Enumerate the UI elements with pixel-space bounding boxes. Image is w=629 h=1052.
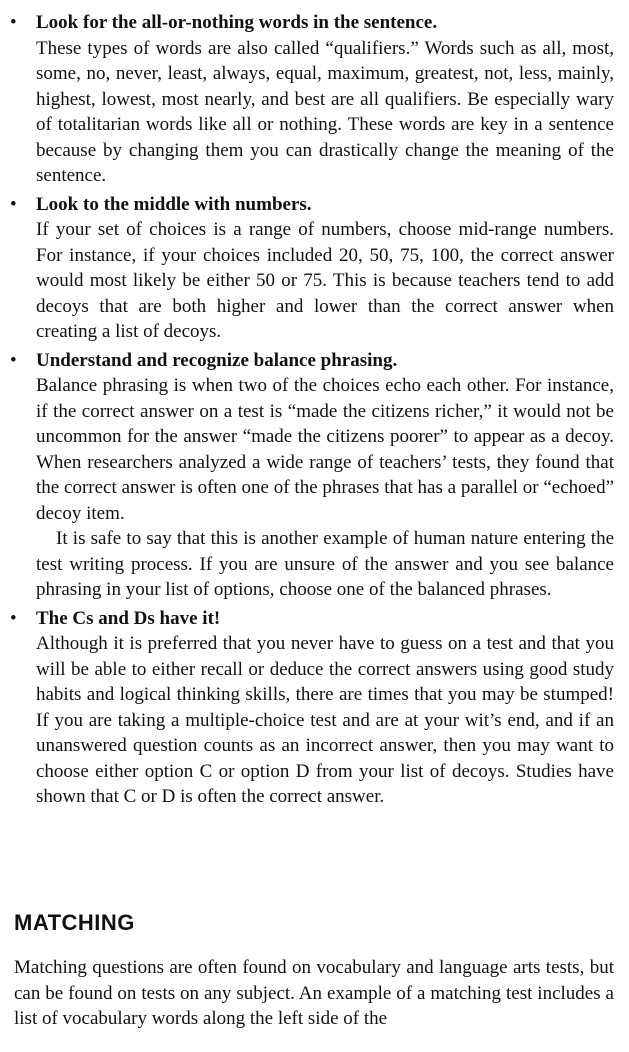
list-item-title: Understand and recognize balance phrasing. [36,349,398,371]
bullet-marker: • [10,607,17,629]
section-paragraph: Matching questions are often found on vocabulary and language arts tests, but can be found on tests on any subject. An example of a matching test includes a list of vocabulary words along the left side of the [14,957,614,1029]
list-item [0,10,629,189]
list-item [0,192,629,345]
list-item-title: Look for the all-or-nothing words in the sentence. [36,12,438,33]
list-item-paragraph: Although it is preferred that you never have to guess on a test and that you will be able to either recall or deduce the correct answers using good study habits and logical thinking skills, there are times that you may be stumped! If you are taking a multiple-choice test and are at your wit’s end, and if an unanswered question counts as an incorrect answer, then you may want to choose either option C or option D from your list of decoys. Studies have shown that C or D is often the correct answer. [36,633,614,807]
bullet-marker: • [10,193,17,215]
list-item-title: The Cs and Ds have it! [36,607,221,629]
list-item-paragraph: It is safe to say that this is another example of human nature entering the test writing process. If you are unsure of the answer and you see balance phrasing in your list of options, choose one of the balanced phrases. [36,528,614,600]
tips-list [0,10,629,810]
list-item-paragraph: These types of words are also called “qualifiers.” Words such as all, most, some, no, never, least, always, equal, maximum, greatest, not, less, mainly, highest, lowest, most nearly, and best are all qualifiers. Be especially wary of totalitarian words like all or nothing. These words are key in a sentence because by changing them you can drastically change the meaning of the sentence. [36,37,614,186]
list-item-paragraph: Balance phrasing is when two of the choices echo each other. For instance, if the correct answer on a test is “made the citizens richer,” it would not be uncommon for the answer “made the citizens poorer” to appear as a decoy. When researchers analyzed a wide range of teachers’ tests, they found that the correct answer is often one of the phrases that has a parallel or “echoed” decoy item. [36,375,614,524]
section-heading: MATCHING [14,910,135,935]
list-item [0,348,629,603]
bullet-marker: • [10,349,17,371]
list-item-paragraph: If your set of choices is a range of numbers, choose mid-range numbers. For instance, if your choices included 20, 50, 75, 100, the correct answer would most likely be either 50 or 75. This is because teachers tend to add decoys that are both higher and lower than the correct answer when creating a list of decoys. [36,219,614,342]
bullet-marker: • [10,12,17,33]
list-item [0,606,629,810]
list-item-title: Look to the middle with numbers. [36,193,312,215]
